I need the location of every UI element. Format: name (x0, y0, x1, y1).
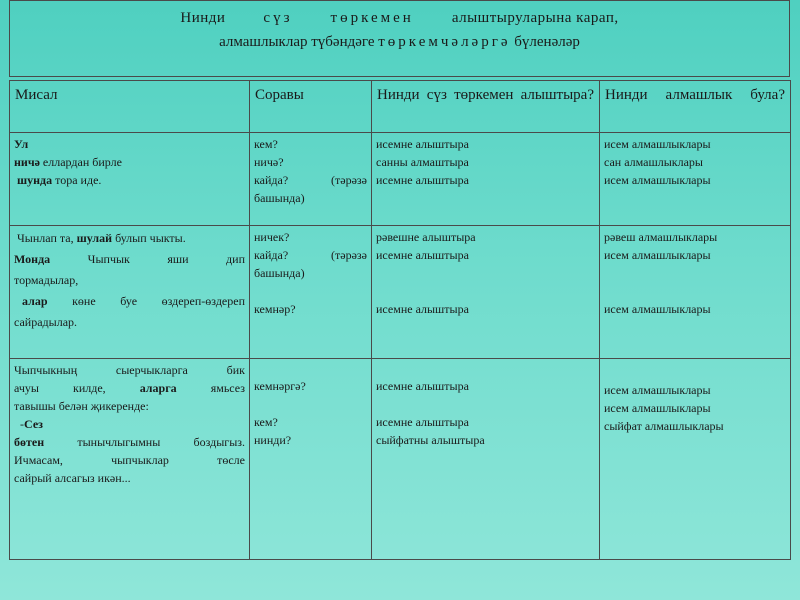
pronoun-type-cell: исем алмашлыклары сан алмашлыклары исем алмашлыклары (600, 133, 791, 226)
header-replaced-class: Нинди сүз төркемен алыштыра? (372, 81, 600, 133)
title-word: төркемчәләргә (378, 34, 511, 50)
replaced-class-cell: исемне алыштыра исемне алыштыра сыйфатны алыштыра (372, 359, 600, 560)
question-cell: кемнәргә? кем? нинди? (250, 359, 372, 560)
table-row (10, 133, 791, 226)
table-row (10, 359, 791, 560)
replaced-class-cell: рәвешне алыштыра исемне алыштыра исемне алыштыра (372, 226, 600, 359)
example-cell: Чыпчыкның сыерчыкларга бик ачуы килде, аларга ямьсез тавышы белән җикеренде: -Сез бөтен тынычлыгымны боздыгыз. Ичмасам, чыпчыклар төсле сайрый алсагыз икән... (10, 359, 250, 560)
title-word: Нинди (180, 10, 226, 26)
slide-title (9, 0, 790, 77)
pronoun-type-cell: рәвеш алмашлыклары исем алмашлыклары исем алмашлыклары (600, 226, 791, 359)
table-row (10, 226, 791, 359)
example-cell: Ул ничә еллардан бирле шунда тора иде. (10, 133, 250, 226)
header-pronoun-type: Нинди алмашлык була? (600, 81, 791, 133)
example-cell: Чынлап та, шулай булып чыкты. Монда Чыпчык яши дип тормадылар, алар көне буе өздереп-өздереп сайрадылар. (10, 226, 250, 359)
question-cell: ничек? кайда? (тәрәзә башында) кемнәр? (250, 226, 372, 359)
title-word: бүленәләр (514, 34, 580, 50)
title-word: алыштыруларына карап, (451, 10, 619, 26)
question-cell: кем? ничә? кайда? (тәрәзә башында) (250, 133, 372, 226)
header-example: Мисал (10, 81, 250, 133)
pronoun-type-cell: исем алмашлыклары исем алмашлыклары сыйфат алмашлыклары (600, 359, 791, 560)
title-line-2 (10, 30, 789, 54)
title-word: алмашлыклар түбәндәге (219, 34, 375, 50)
header-question: Соравы (250, 81, 372, 133)
table-header-row (10, 81, 791, 133)
replaced-class-cell: исемне алыштыра санны алмаштыра исемне алыштыра (372, 133, 600, 226)
title-line-1 (10, 6, 789, 30)
title-word: сүз (263, 10, 293, 26)
pronoun-table (9, 80, 791, 560)
title-word: төркемен (330, 10, 414, 26)
